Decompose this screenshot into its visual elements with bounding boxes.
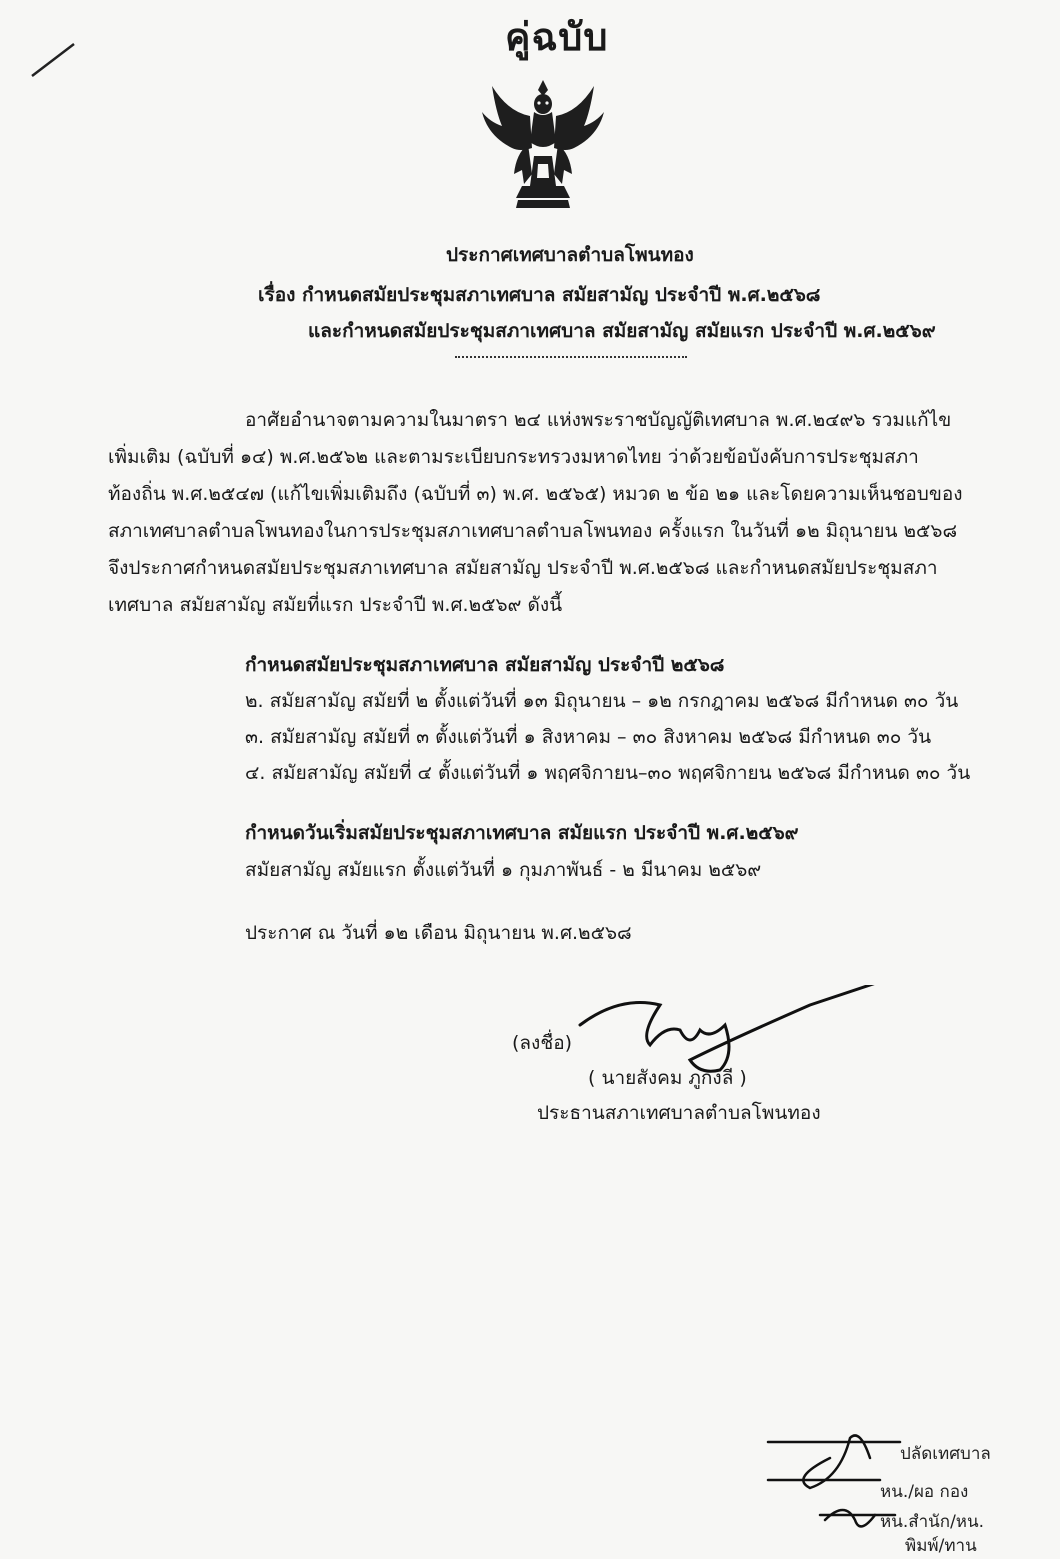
pen-slash-mark: [28, 40, 78, 80]
subject-line-2: และกำหนดสมัยประชุมสภาเทศบาล สมัยสามัญ สมัยแรก ประจำปี พ.ศ.๒๕๖๙: [308, 320, 936, 342]
subject-line: เรื่อง กำหนดสมัยประชุมสภาเทศบาล สมัยสามัญ ประจำปี พ.ศ.๒๕๖๘: [258, 284, 821, 306]
body-paragraph-line: จึงประกาศกำหนดสมัยประชุมสภาเทศบาล สมัยสามัญ ประจำปี พ.ศ.๒๕๖๘ และกำหนดสมัยประชุมสภา: [108, 557, 938, 579]
routing-entry: พิมพ์/ทาน: [905, 1536, 977, 1556]
garuda-emblem-icon: [478, 72, 608, 212]
dotted-separator: [455, 356, 687, 358]
body-paragraph-line: สภาเทศบาลตำบลโพนทองในการประชุมสภาเทศบาลตำบลโพนทอง ครั้งแรก ในวันที่ ๑๒ มิถุนายน ๒๕๖๘: [108, 520, 958, 542]
signatory-title: ประธานสภาเทศบาลตำบลโพนทอง: [537, 1102, 821, 1124]
body-paragraph-line: อาศัยอำนาจตามความในมาตรา ๒๔ แห่งพระราชบัญญัติเทศบาล พ.ศ.๒๔๙๖ รวมแก้ไข: [245, 409, 952, 431]
signatory-name: ( นายสังคม ภูกงลี ): [588, 1067, 747, 1089]
body-paragraph-line: ท้องถิ่น พ.ศ.๒๕๔๗ (แก้ไขเพิ่มเติมถึง (ฉบับที่ ๓) พ.ศ. ๒๕๖๕) หมวด ๒ ข้อ ๒๑ และโดยความเห็นชอบของ: [108, 483, 963, 505]
section-title-2569: กำหนดวันเริ่มสมัยประชุมสภาเทศบาล สมัยแรก ประจำปี พ.ศ.๒๕๖๙: [245, 822, 799, 844]
section-title-2568: กำหนดสมัยประชุมสภาเทศบาล สมัยสามัญ ประจำปี ๒๕๖๘: [245, 654, 725, 676]
announcement-header: ประกาศเทศบาลตำบลโพนทอง: [446, 244, 694, 266]
body-paragraph-line: เพิ่มเติม (ฉบับที่ ๑๔) พ.ศ.๒๕๖๒ และตามระเบียบกระทรวงมหาดไทย ว่าด้วยข้อบังคับการประชุมสภา: [108, 446, 919, 468]
session-item: ๔. สมัยสามัญ สมัยที่ ๔ ตั้งแต่วันที่ ๑ พฤศจิกายน–๓๐ พฤศจิกายน ๒๕๖๘ มีกำหนด ๓๐ วัน: [245, 762, 971, 784]
routing-entry: หน./ผอ กอง: [880, 1482, 969, 1502]
handwritten-signature: [570, 985, 930, 1075]
signature-label: (ลงชื่อ): [512, 1032, 573, 1054]
announcement-date: ประกาศ ณ วันที่ ๑๒ เดือน มิถุนายน พ.ศ.๒๕๖๘: [245, 922, 632, 944]
copy-mark: คู่ฉบับ: [505, 15, 609, 59]
body-paragraph-line: เทศบาล สมัยสามัญ สมัยที่แรก ประจำปี พ.ศ.๒๕๖๙ ดังนี้: [108, 594, 563, 616]
first-session-item: สมัยสามัญ สมัยแรก ตั้งแต่วันที่ ๑ กุมภาพันธ์ - ๒ มีนาคม ๒๕๖๙: [245, 859, 762, 881]
routing-entry: ปลัดเทศบาล: [900, 1444, 991, 1464]
session-item: ๒. สมัยสามัญ สมัยที่ ๒ ตั้งแต่วันที่ ๑๓ มิถุนายน – ๑๒ กรกฎาคม ๒๕๖๘ มีกำหนด ๓๐ วัน: [245, 690, 959, 712]
routing-entry: หน.สำนัก/หน.: [880, 1512, 985, 1532]
session-item: ๓. สมัยสามัญ สมัยที่ ๓ ตั้งแต่วันที่ ๑ สิงหาคม – ๓๐ สิงหาคม ๒๕๖๘ มีกำหนด ๓๐ วัน: [245, 726, 932, 748]
